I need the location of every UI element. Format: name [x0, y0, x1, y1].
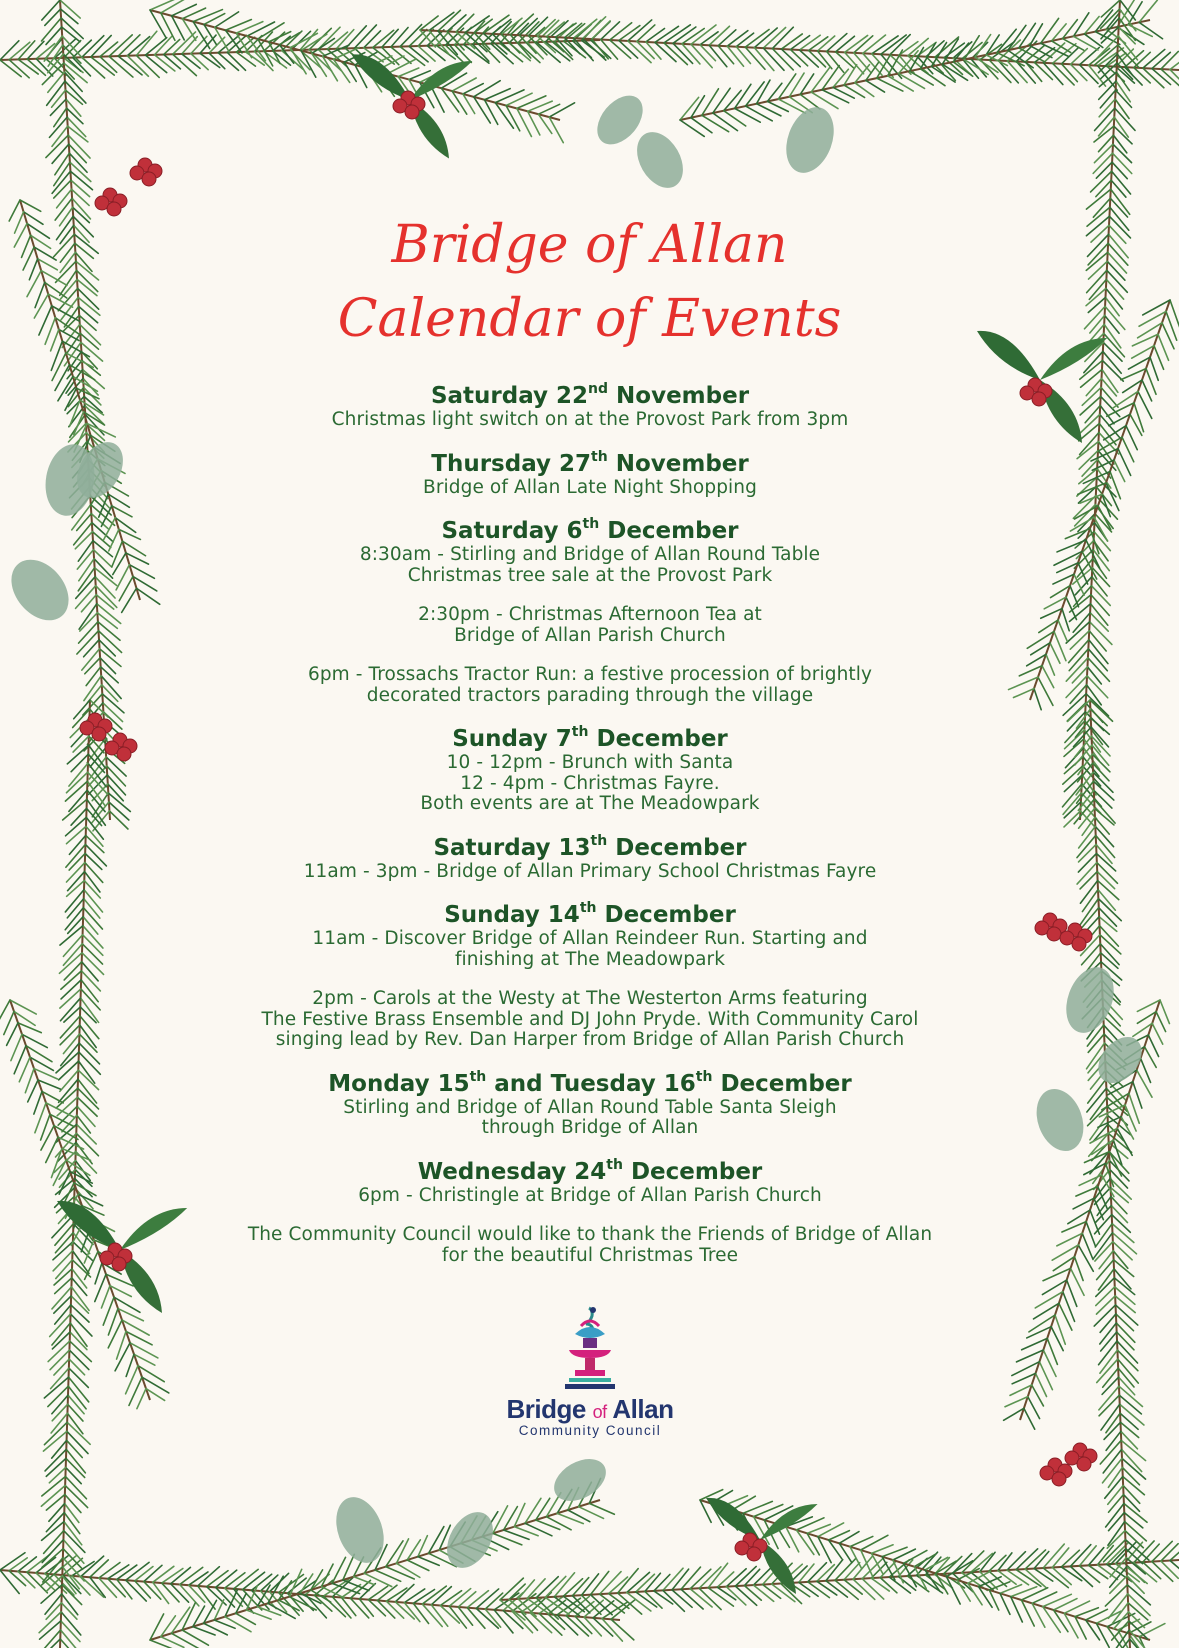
- berry-icon: [112, 1257, 126, 1271]
- page-title: [0, 208, 1179, 356]
- event-description: [190, 753, 990, 815]
- logo-name-of: of: [592, 1402, 607, 1422]
- berry-icon: [747, 1547, 761, 1561]
- eucalyptus-leaf-icon: [438, 1504, 503, 1576]
- event-line: Christmas light switch on at the Provost Park from 3pm: [331, 409, 849, 430]
- event-line: decorated tractors parading through the village: [366, 684, 814, 706]
- event-line: Christmas tree sale at the Provost Park: [407, 564, 773, 586]
- date-text: November: [607, 450, 749, 477]
- event-line: Bridge of Allan Parish Church: [454, 624, 726, 646]
- event-description: [190, 1098, 990, 1139]
- holly-icon: [120, 1208, 187, 1250]
- logo-name-allan: Allan: [612, 1394, 674, 1424]
- date-suffix: nd: [588, 381, 609, 397]
- date-suffix: th: [695, 1068, 713, 1085]
- date-text: Wednesday 24: [417, 1158, 607, 1185]
- event-date-heading: [190, 1158, 990, 1186]
- berry-icon: [1077, 1457, 1091, 1471]
- event-4: [190, 725, 990, 815]
- community-council-logo: [480, 1304, 700, 1438]
- title-line-1: Bridge of Allan: [391, 215, 788, 275]
- event-line: 11am - Discover Bridge of Allan Reindeer Run. Starting and: [312, 928, 868, 949]
- event-description: [190, 929, 990, 970]
- event-line: The Festive Brass Ensemble and DJ John Pryde. With Community Carol: [261, 1008, 919, 1030]
- event-description: [190, 862, 990, 883]
- event-line: 2:30pm - Christmas Afternoon Tea at: [418, 604, 762, 625]
- event-description: [190, 989, 990, 1051]
- logo-name-bridge: Bridge: [506, 1394, 586, 1424]
- date-text: Thursday 27: [431, 450, 592, 477]
- date-text: Saturday 13: [433, 834, 591, 861]
- logo-name: [480, 1394, 700, 1425]
- event-8: [190, 1158, 990, 1207]
- event-description: [190, 545, 990, 586]
- event-line: finishing at The Meadowpark: [454, 948, 726, 970]
- berry-icon: [142, 172, 156, 186]
- date-text: December: [599, 518, 739, 544]
- berry-icon: [1032, 392, 1046, 406]
- event-line: Both events are at The Meadowpark: [420, 793, 760, 814]
- event-description: [190, 410, 990, 431]
- event-line: 8:30am - Stirling and Bridge of Allan Round Table: [359, 544, 821, 565]
- date-suffix: th: [590, 832, 608, 849]
- date-text: December: [596, 902, 736, 928]
- event-date-heading: [190, 834, 990, 862]
- event-description: [190, 605, 990, 646]
- eucalyptus-leaf-icon: [1028, 1082, 1091, 1157]
- event-line: 10 - 12pm - Brunch with Santa: [446, 752, 734, 773]
- pine-branch-icon: [1004, 1000, 1170, 1429]
- berry-icon: [92, 727, 106, 741]
- logo-subtitle: Community Council: [518, 1423, 662, 1438]
- eucalyptus-leaf-icon: [628, 124, 693, 196]
- date-suffix: th: [606, 1156, 623, 1173]
- eucalyptus-leaf-icon: [328, 1491, 393, 1570]
- event-description: [190, 1186, 990, 1207]
- event-description: [190, 665, 990, 706]
- fountain-logo-icon: [555, 1304, 625, 1394]
- event-line: 12 - 4pm - Christmas Fayre.: [460, 772, 720, 794]
- date-text: Sunday 7: [452, 726, 572, 752]
- event-date-heading: [190, 901, 990, 929]
- event-line: through Bridge of Allan: [481, 1117, 699, 1138]
- berry-icon: [1072, 937, 1086, 951]
- pine-branch-icon: [0, 20, 611, 79]
- event-line: Stirling and Bridge of Allan Round Table Santa Sleigh: [343, 1096, 837, 1118]
- event-6: [190, 901, 990, 1051]
- eucalyptus-leaf-icon: [778, 101, 843, 180]
- event-5: [190, 834, 990, 883]
- date-text: December: [622, 1158, 763, 1185]
- date-suffix: th: [582, 516, 600, 532]
- event-line: Bridge of Allan Late Night Shopping: [423, 476, 757, 498]
- date-text: Monday 15: [328, 1070, 470, 1097]
- thanks-line: The Community Council would like to thank the Friends of Bridge of Allan: [247, 1224, 933, 1245]
- eucalyptus-leaf-icon: [0, 549, 80, 632]
- event-2: [190, 450, 990, 499]
- event-line: singing lead by Rev. Dan Harper from Bridge of Allan Parish Church: [275, 1029, 905, 1050]
- date-text: Saturday 6: [441, 518, 583, 544]
- event-1: [190, 382, 990, 431]
- event-3: [190, 517, 990, 706]
- date-text: Sunday 14: [444, 902, 580, 928]
- pine-branch-icon: [150, 1478, 614, 1648]
- event-7: [190, 1070, 990, 1139]
- date-text: November: [608, 383, 750, 409]
- events-list: [190, 382, 990, 1285]
- pine-branch-icon: [500, 1541, 1179, 1620]
- title-line-2: Calendar of Events: [337, 289, 842, 349]
- thanks-line: for the beautiful Christmas Tree: [441, 1244, 739, 1266]
- event-line: 6pm - Trossachs Tractor Run: a festive procession of brightly: [307, 664, 873, 685]
- date-text: Saturday 22: [430, 383, 589, 409]
- thanks-note: [190, 1225, 990, 1266]
- date-suffix: th: [571, 724, 589, 740]
- event-description: [190, 478, 990, 499]
- event-line: 11am - 3pm - Bridge of Allan Primary School Christmas Fayre: [303, 860, 877, 882]
- date-suffix: th: [579, 900, 597, 916]
- event-line: 6pm - Christingle at Bridge of Allan Parish Church: [358, 1184, 822, 1206]
- event-date-heading: [190, 1070, 990, 1098]
- event-date-heading: [190, 450, 990, 478]
- date-text: December: [712, 1070, 852, 1097]
- pine-branch-icon: [1062, 0, 1138, 828]
- date-text: December: [588, 726, 728, 752]
- date-text: and Tuesday 16: [486, 1070, 696, 1097]
- event-date-heading: [190, 725, 990, 753]
- date-suffix: th: [469, 1068, 487, 1085]
- date-text: December: [607, 834, 747, 861]
- berry-icon: [117, 747, 131, 761]
- event-line: 2pm - Carols at the Westy at The Westerton Arms featuring: [312, 988, 868, 1009]
- berry-icon: [1047, 927, 1061, 941]
- pine-branch-icon: [420, 10, 1179, 90]
- berry-icon: [1052, 1472, 1066, 1486]
- event-date-heading: [190, 517, 990, 545]
- date-suffix: th: [591, 448, 608, 465]
- pine-branch-icon: [42, 0, 131, 831]
- berry-icon: [405, 105, 419, 119]
- event-date-heading: [190, 382, 990, 410]
